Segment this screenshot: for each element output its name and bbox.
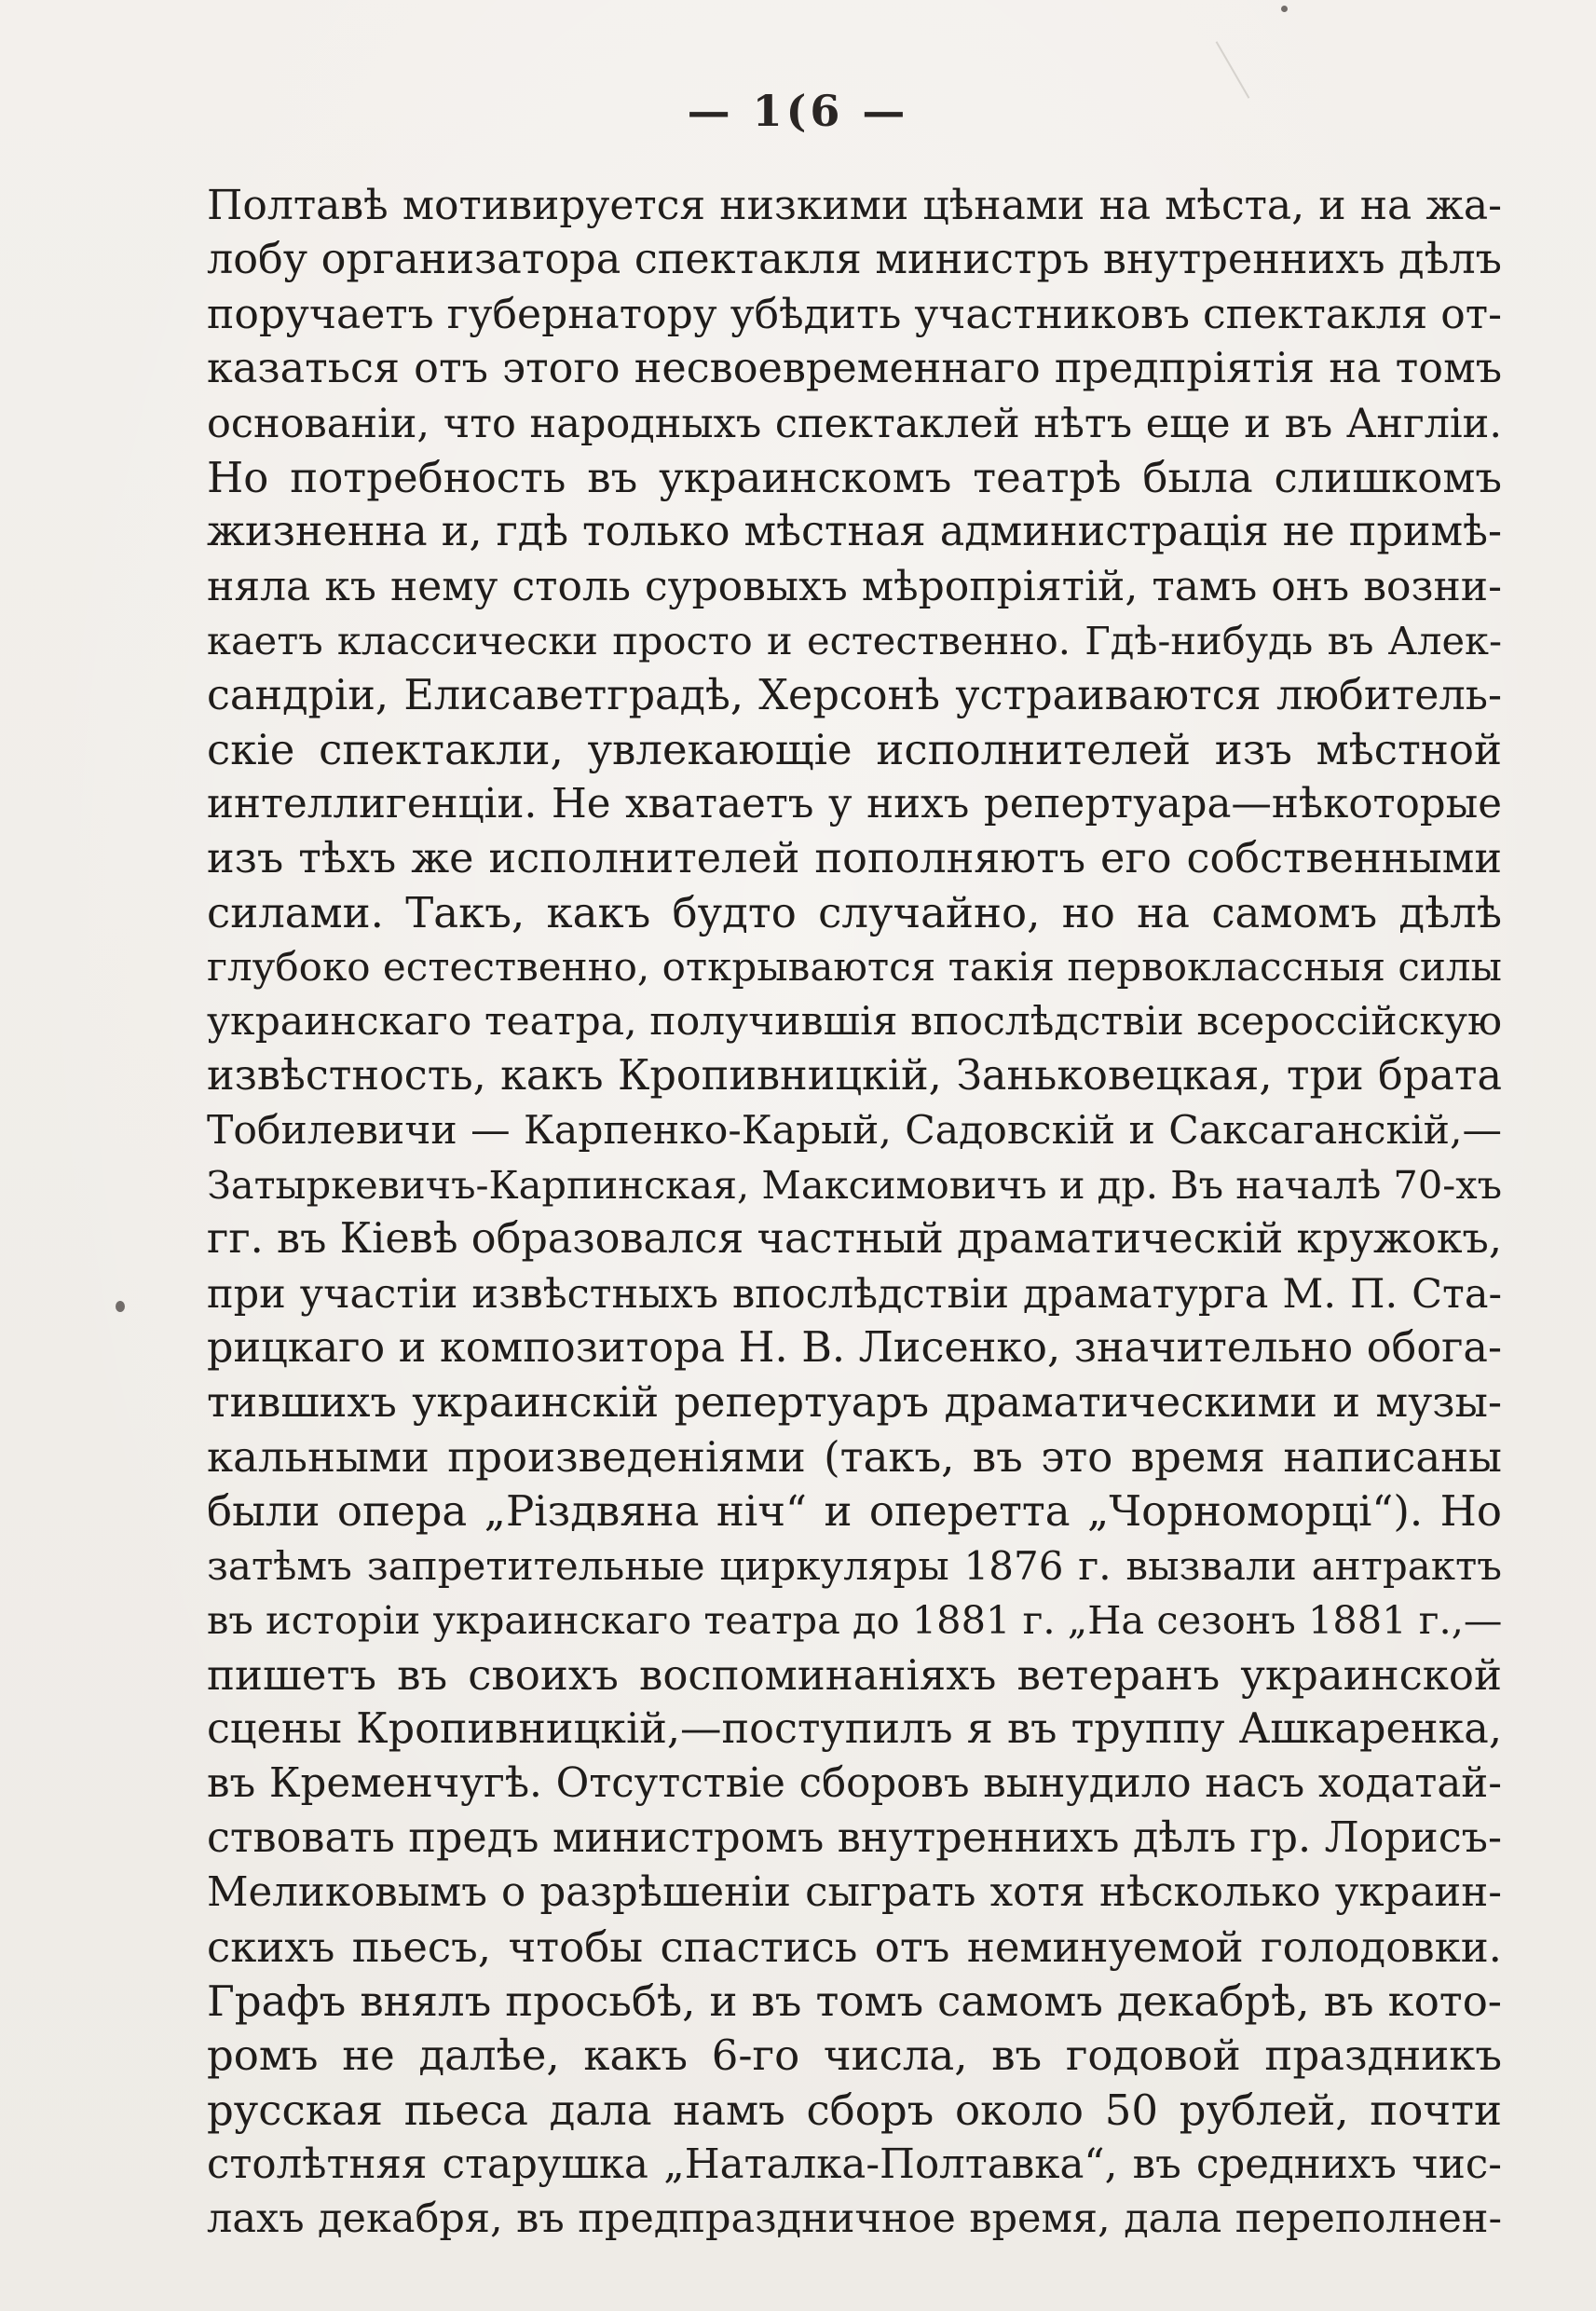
text-line: лобу организатора спектакля министръ внутреннихъ дѣлъ <box>207 236 1502 284</box>
text-line: Графъ внялъ просьбѣ, и въ томъ самомъ декабрѣ, въ кото- <box>207 1976 1502 2026</box>
text-line: сцены Кропивницкій,—поступилъ я въ труппу Ашкаренка, <box>207 1704 1502 1753</box>
body-text <box>207 179 1502 2247</box>
text-line: казаться отъ этого несвоевременнаго предпріятія на томъ <box>207 345 1502 393</box>
text-line: поручаетъ губернатору убѣдить участниковъ спектакля от- <box>207 290 1502 338</box>
text-line: столѣтняя старушка „Наталка-Полтавка“, въ среднихъ чис- <box>207 2141 1502 2189</box>
text-line: затѣмъ запретительные циркуляры 1876 г. вызвали антрактъ <box>207 1542 1502 1589</box>
text-line: каетъ классически просто и естественно. Гдѣ-нибудь въ Алек- <box>207 618 1502 664</box>
text-line: силами. Такъ, какъ будто случайно, но на самомъ дѣлѣ <box>207 888 1502 938</box>
text-line: Полтавѣ мотивируется низкими цѣнами на мѣста, и на жа- <box>207 182 1502 229</box>
text-line: Меликовымъ о разрѣшеніи сыграть хотя нѣсколько украин- <box>207 1869 1502 1917</box>
text-line: гг. въ Кіевѣ образовался частный драматическій кружокъ, <box>207 1215 1502 1264</box>
page-number-header: — 1(6 — <box>687 86 909 136</box>
text-line: русская пьеса дала намъ сборъ около 50 рублей, почти <box>207 2085 1502 2135</box>
text-line: кальными произведеніями (такъ, въ это время написаны <box>207 1431 1502 1482</box>
text-line: основаніи, что народныхъ спектаклей нѣтъ еще и въ Англіи. <box>207 400 1502 447</box>
text-line: лахъ декабря, въ предпраздничное время, дала переполнен- <box>207 2195 1502 2243</box>
text-line: при участіи извѣстныхъ впослѣдствіи драматурга М. П. Ста- <box>207 1270 1502 1318</box>
text-line: тившихъ украинскій репертуаръ драматическими и музы- <box>207 1378 1502 1427</box>
text-line: няла къ нему столь суровыхъ мѣропріятій, тамъ онъ возни- <box>207 562 1502 610</box>
text-line: жизненна и, гдѣ только мѣстная администрація не примѣ- <box>207 508 1502 556</box>
text-line: въ Кременчугѣ. Отсутствіе сборовъ вынудило насъ ходатай- <box>207 1760 1502 1808</box>
text-line: рицкаго и композитора Н. В. Лисенко, значительно обога- <box>207 1324 1502 1373</box>
text-line: глубоко естественно, открываются такія первоклассныя силы <box>207 944 1502 991</box>
text-line: интеллигенціи. Не хватаетъ у нихъ репертуара—нѣкоторые <box>207 781 1502 828</box>
text-line: Тобилевичи — Карпенко-Карый, Садовскій и Саксаганскій,— <box>207 1107 1502 1154</box>
text-line: пишетъ въ своихъ воспоминаніяхъ ветеранъ украинской <box>207 1649 1502 1700</box>
text-line: ромъ не далѣе, какъ 6-го числа, въ годовой праздникъ <box>207 2031 1502 2081</box>
text-line: изъ тѣхъ же исполнителей пополняютъ его собственными <box>207 834 1502 882</box>
ink-speck <box>116 1301 125 1312</box>
text-line: скихъ пьесъ, чтобы спастись отъ неминуемой голодовки. <box>207 1921 1502 1972</box>
text-line: въ исторіи украинскаго театра до 1881 г. „На сезонъ 1881 г.,— <box>207 1597 1503 1644</box>
text-line: были опера „Різдвяна ніч“ и оперетта „Чорноморці“). Но <box>207 1486 1502 1537</box>
text-line: ствовать предъ министромъ внутреннихъ дѣлъ гр. Лорисъ- <box>207 1813 1502 1862</box>
text-line: извѣстность, какъ Кропивницкій, Заньковецкая, три брата <box>207 1052 1502 1101</box>
ink-speck <box>1281 6 1288 12</box>
text-line: Затыркевичъ-Карпинская, Максимовичъ и др. Въ началѣ 70-хъ <box>207 1162 1503 1209</box>
text-line: украинскаго театра, получившія впослѣдствіи всероссійскую <box>207 998 1502 1045</box>
text-line: сандріи, Елисаветградѣ, Херсонѣ устраиваются любитель- <box>207 671 1502 719</box>
text-line: скіе спектакли, увлекающіе исполнителей изъ мѣстной <box>207 724 1502 774</box>
text-line: Но потребность въ украинскомъ театрѣ была слишкомъ <box>207 452 1502 502</box>
